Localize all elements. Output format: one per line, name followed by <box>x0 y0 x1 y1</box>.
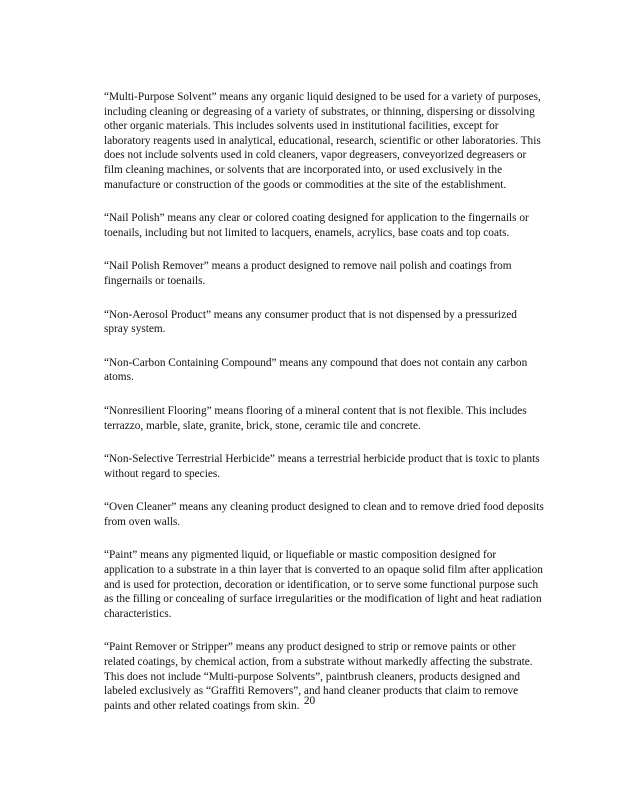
definition-oven-cleaner: “Oven Cleaner” means any cleaning product designed to clean and to remove dried food deposits from oven walls. <box>104 501 544 528</box>
definition-multi-purpose-solvent: “Multi-Purpose Solvent” means any organic liquid designed to be used for a variety of purposes, including cleaning or degreasing of a variety of substrates, or thinning, dispersing or dissolving other organic materials. This includes solvents used in institutional facilities, except for laboratory reagents used in analytical, educational, research, scientific or other laboratories. This does not include solvents used in cold cleaners, vapor degreasers, conveyorized degreasers or film cleaning machines, or solvents that are incorporated into, or used exclusively in the manufacture or construction of the goods or commodities at the site of the establishment. <box>104 91 541 191</box>
definition-nonresilient-flooring: “Nonresilient Flooring” means flooring of a mineral content that is not flexible. This includes terrazzo, marble, slate, granite, brick, stone, ceramic tile and concrete. <box>104 404 527 432</box>
definitions-body <box>104 90 544 732</box>
page-number: 20 <box>303 695 316 707</box>
definition-non-carbon-containing-compound: “Non-Carbon Containing Compound” means any compound that does not contain any carbon atoms. <box>104 356 528 384</box>
definition-nail-polish: “Nail Polish” means any clear or colored coating designed for application to the fingernails or toenails, including but not limited to lacquers, enamels, acrylics, base coats and top coats. <box>104 212 529 239</box>
definition-paint: “Paint” means any pigmented liquid, or liquefiable or mastic composition designed for application to a substrate in a thin layer that is converted to an opaque solid film after application and is used for protection, decoration or identification, or to serve some functional purpose such as the filling or concealing of surface irregularities or the modification of light and heat radiation characteristics. <box>104 549 543 620</box>
definition-nail-polish-remover: “Nail Polish Remover” means a product designed to remove nail polish and coatings from fingernails or toenails. <box>104 260 512 287</box>
definition-non-selective-terrestrial-herbicide: “Non-Selective Terrestrial Herbicide” means a terrestrial herbicide product that is toxic to plants without regard to species. <box>104 453 540 480</box>
definition-paint-remover-or-stripper: “Paint Remover or Stripper” means any product designed to strip or remove paints or other related coatings, by chemical action, from a substrate without markedly affecting the substrate. This does not include “Multi-purpose Solvents”, paintbrush cleaners, products designed and labeled exclusively as “Graffiti Removers”, and hand cleaner products that claim to remove paints and other related coatings from skin. <box>104 641 533 712</box>
definition-non-aerosol-product: “Non-Aerosol Product” means any consumer product that is not dispensed by a pressurized spray system. <box>104 308 517 336</box>
